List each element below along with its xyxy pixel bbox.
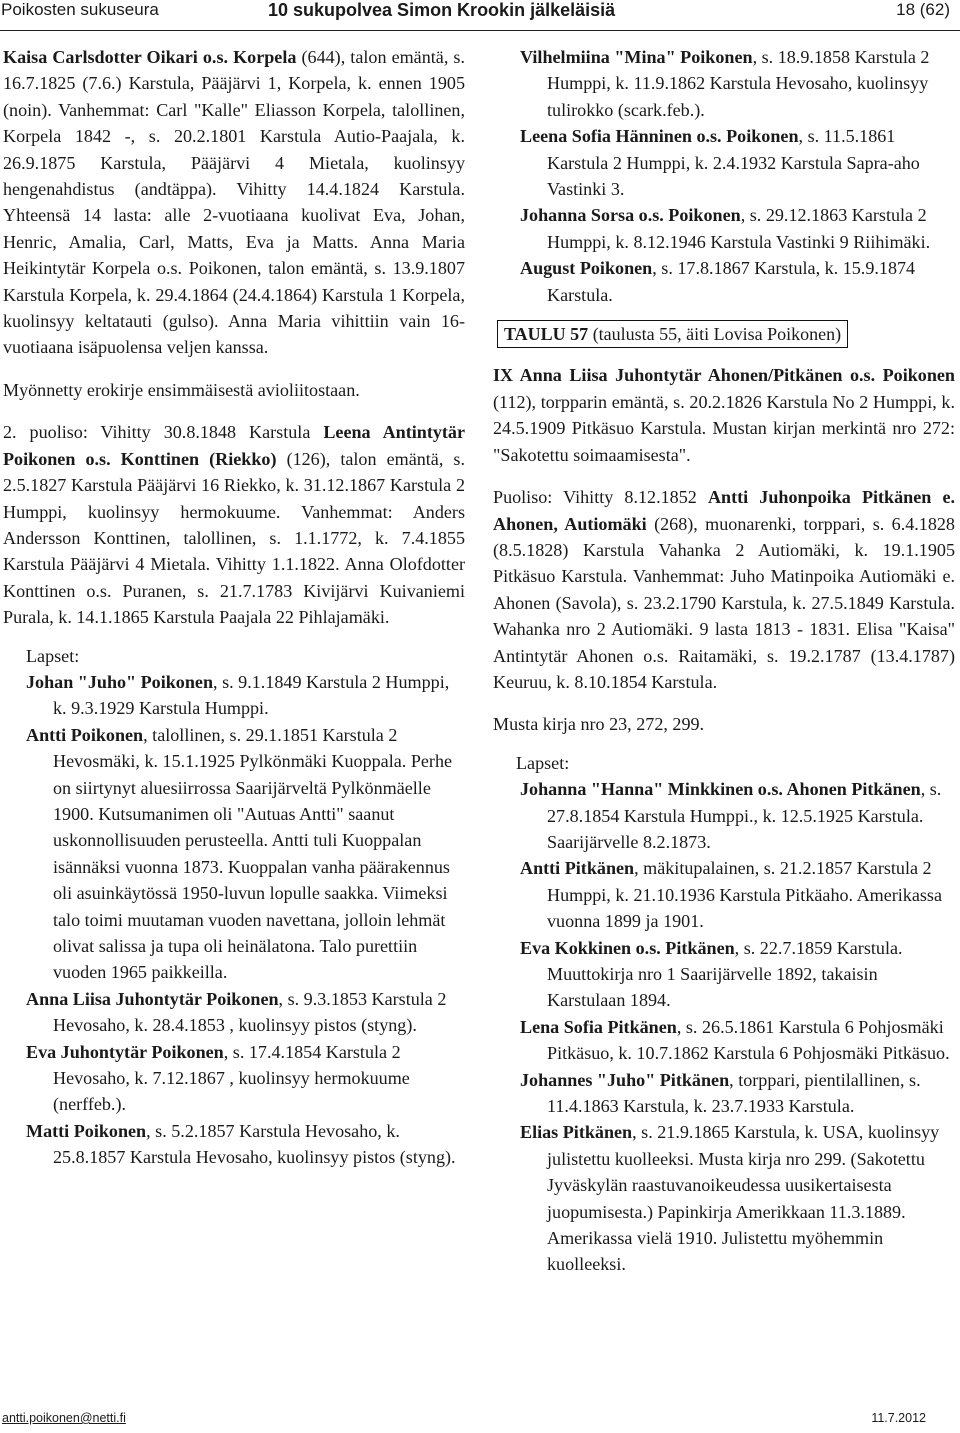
note-paragraph: Myönnetty erokirje ensimmäisestä avioliitostaan. [3, 379, 360, 400]
note-paragraph: Musta kirja nro 23, 272, 299. [493, 714, 705, 735]
header-page-number: 18 (62) [896, 0, 950, 19]
table-reference: (taulusta 55, äiti Lovisa Poikonen) [588, 324, 842, 345]
child-details: , talollinen, s. 29.1.1851 Karstula 2 Hevosmäki, k. 15.1.1925 Pylkönmäki Kuoppala. Perhe on siirtynyt aluesiirrossa Saarijärveltä Pylkönmäelle 1900. Kutsumanimen oli "Autuas Antti" saanut uskonnollisuuden perusteella. Antti tuli Kuoppalan isännäksi vuonna 1873. Kuoppalan vanha päärakennus oli asuinkäytössä 1950-luvun lopulle saakka. Viimeksi talo toimi muutaman vuoden navettana, jolloin lehmät olivat salissa ja tupa oli heinälatona. Talo purettiin vuoden 1965 paikkeilla. [53, 724, 453, 983]
person-name: IX Anna Liisa Juhontytär Ahonen/Pitkänen o.s. Poikonen [493, 365, 955, 386]
child-entry [26, 669, 465, 722]
child-name: Antti Poikonen [26, 724, 144, 745]
table-number: TAULU 57 [504, 324, 589, 345]
child-entry [26, 722, 465, 986]
left-column [3, 44, 465, 1171]
page-header [0, 0, 960, 31]
children-label: Lapset: [26, 645, 80, 666]
child-name: Anna Liisa Juhontytär Poikonen [26, 988, 279, 1009]
child-entry [520, 1119, 955, 1277]
second-spouse-paragraph [3, 419, 465, 630]
child-details: , s. 27.8.1854 Karstula Humppi., k. 12.5.1925 Karstula. Saarijärvelle 8.2.1873. [547, 779, 942, 852]
person-details: (126), talon emäntä, s. 2.5.1827 Karstula Pääjärvi 16 Riekko, k. 31.12.1867 Karstula 2 Humppi, kuolinsyy hermokuume. Vanhemmat: Anders Andersson Konttinen, talollinen, s. 1.1.1772, k. 7.4.1855 Karstula Pääjärvi 4 Mietala. Vihitty 1.1.1822. Anna Olofdotter Konttinen o.s. Puranen, s. 21.7.1783 Kivijärvi Kuivaniemi Purala, k. 14.1.1865 Karstula Paajala 22 Pihlajamäki. [3, 448, 465, 628]
child-name: Antti Pitkänen [520, 858, 635, 879]
child-entry [520, 123, 955, 202]
child-name: Eva Juhontytär Poikonen [26, 1041, 224, 1062]
child-details: , s. 5.2.1857 Karstula Hevosaho, k. 25.8.1857 Karstula Hevosaho, kuolinsyy pistos (styng). [53, 1120, 456, 1168]
spouse-paragraph [3, 44, 465, 361]
child-entry [520, 776, 955, 855]
right-column [493, 44, 955, 1278]
child-name: Vilhelmiina "Mina" Poikonen [520, 47, 753, 67]
person-name: Kaisa Carlsdotter Oikari o.s. Korpela [3, 47, 297, 67]
child-entry [520, 1014, 955, 1067]
child-details: , s. 9.1.1849 Karstula 2 Humppi, k. 9.3.1929 Karstula Humppi. [53, 671, 450, 719]
child-entry [26, 986, 465, 1039]
child-name: Lena Sofia Pitkänen [520, 1016, 677, 1037]
children-list [26, 669, 465, 1171]
child-name: Johannes "Juho" Pitkänen [520, 1069, 730, 1090]
children-list [520, 776, 955, 1278]
child-entry [520, 1067, 955, 1120]
child-entry [26, 1039, 465, 1118]
child-details: , s. 17.8.1867 Karstula, k. 15.9.1874 Karstula. [547, 258, 916, 305]
person-name: Antti Juhonpoika Pitkänen e. Ahonen, Autiomäki [493, 487, 955, 534]
child-name: Leena Sofia Hänninen o.s. Poikonen [520, 126, 799, 147]
child-entry [520, 255, 955, 308]
person-details: (112), torpparin emäntä, s. 20.2.1826 Karstula No 2 Humppi, k. 24.5.1909 Pitkäsuo Karstula. Mustan kirjan merkintä nro 272: "Sakotettu soimaamisesta". [493, 391, 955, 465]
author-email-link[interactable]: antti.poikonen@netti.fi [2, 1411, 126, 1425]
child-details: , s. 11.5.1861 Karstula 2 Humppi, k. 2.4.1932 Karstula Sapra-aho Vastinki 3. [547, 126, 920, 200]
child-name: Elias Pitkänen [520, 1122, 633, 1143]
header-society: Poikosten sukuseura [1, 0, 159, 19]
person-name: Leena Antintytär Poikonen o.s. Konttinen (Riekko) [3, 422, 465, 469]
children-label: Lapset: [516, 752, 570, 773]
page-footer [0, 1411, 960, 1433]
child-details: , torppari, pientilallinen, s. 11.4.1863 Karstula, k. 23.7.1933 Karstula. [547, 1069, 921, 1117]
child-name: Eva Kokkinen o.s. Pitkänen [520, 937, 735, 958]
spouse-paragraph [493, 484, 955, 695]
child-name: Matti Poikonen [26, 1120, 147, 1141]
child-entry [520, 44, 955, 123]
child-name: Johan "Juho" Poikonen [26, 671, 214, 692]
child-name: August Poikonen [520, 258, 653, 279]
child-details: , s. 9.3.1853 Karstula 2 Hevosaho, k. 28.4.1853 , kuolinsyy pistos (styng). [53, 988, 447, 1036]
person-paragraph [493, 362, 955, 468]
marriage-prefix: 2. puoliso: Vihitty 30.8.1848 Karstula [3, 422, 324, 443]
header-title: 10 sukupolvea Simon Krookin jälkeläisiä [268, 0, 616, 20]
child-details: , s. 22.7.1859 Karstula. Muuttokirja nro 1 Saarijärvelle 1892, takaisin Karstulaan 1894. [547, 937, 903, 1011]
person-details: (644), talon emäntä, s. 16.7.1825 (7.6.) Karstula, Pääjärvi 1, Korpela, k. ennen 1905 (noin). Vanhemmat: Carl "Kalle" Eliasson Korpela, talollinen, Korpela 1842 -, s. 20.2.1801 Karstula Autio-Paajala, k. 26.9.1875 Karstula, Pääjärvi 4 Mietala, kuolinsyy hengenahdistus (andtäppa). Vihitty 14.4.1824 Karstula. Yhteensä 14 lasta: alle 2-vuotiaana kuolivat Eva, Johan, Henric, Amalia, Carl, Matts, Eva ja Matts. Anna Maria Heikintytär Korpela o.s. Poikonen, talon emäntä, s. 13.9.1807 Karstula Korpela, k. 29.4.1864 (24.4.1864) Karstula 1 Korpela, kuolinsyy keltatauti (gulso). Anna Maria vihittiin vain 16-vuotiaana isäpuolensa veljen kanssa. [3, 47, 465, 358]
child-entry [520, 935, 955, 1014]
child-entry [520, 202, 955, 255]
continued-children-list [520, 44, 955, 308]
child-details: , s. 21.9.1865 Karstula, k. USA, kuolinsyy julistettu kuolleeksi. Musta kirja nro 299. (Sakotettu Jyväskylän raastuvanoikeudessa uusikertaisesta juopumisesta.) Papinkirja Amerikkaan 11.3.1889. Amerikassa vielä 1910. Julistettu myöhemmin kuolleeksi. [547, 1122, 940, 1275]
person-details: (268), muonarenki, torppari, s. 6.4.1828 (8.5.1828) Karstula Vahanka 2 Autiomäki, k. 19.1.1905 Pitkäsuo Karstula. Vanhemmat: Juho Matinpoika Autiomäki e. Ahonen (Savola), s. 23.2.1790 Karstula, k. 27.5.1849 Karstula. Wahanka nro 2 Autiomäki. 9 lasta 1813 - 1831. Elisa "Kaisa" Antintytär Ahonen o.s. Raitamäki, s. 19.2.1787 (13.4.1787) Keuruu, k. 8.10.1854 Karstula. [493, 513, 955, 692]
child-details: , s. 18.9.1858 Karstula 2 Humppi, k. 11.9.1862 Karstula Hevosaho, kuolinsyy tulirokko (scark.feb.). [547, 47, 930, 120]
marriage-prefix: Puoliso: Vihitty 8.12.1852 [493, 487, 708, 508]
child-details: , mäkitupalainen, s. 21.2.1857 Karstula 2 Humppi, k. 21.10.1936 Karstula Pitkäaho. Amerikassa vuonna 1899 ja 1901. [547, 858, 942, 932]
child-details: , s. 17.4.1854 Karstula 2 Hevosaho, k. 7.12.1867 , kuolinsyy hermokuume (nerffeb.). [53, 1041, 410, 1115]
child-name: Johanna Sorsa o.s. Poikonen [520, 205, 741, 226]
child-entry [26, 1118, 465, 1171]
child-entry [520, 855, 955, 934]
child-name: Johanna "Hanna" Minkkinen o.s. Ahonen Pitkänen [520, 779, 921, 800]
table-heading-box [497, 320, 848, 348]
footer-date: 11.7.2012 [871, 1411, 926, 1425]
child-details: , s. 26.5.1861 Karstula 6 Pohjosmäki Pitkäsuo, k. 10.7.1862 Karstula 6 Pohjosmäki Pitkäsuo. [547, 1016, 950, 1064]
child-details: , s. 29.12.1863 Karstula 2 Humppi, k. 8.12.1946 Karstula Vastinki 9 Riihimäki. [547, 205, 931, 252]
